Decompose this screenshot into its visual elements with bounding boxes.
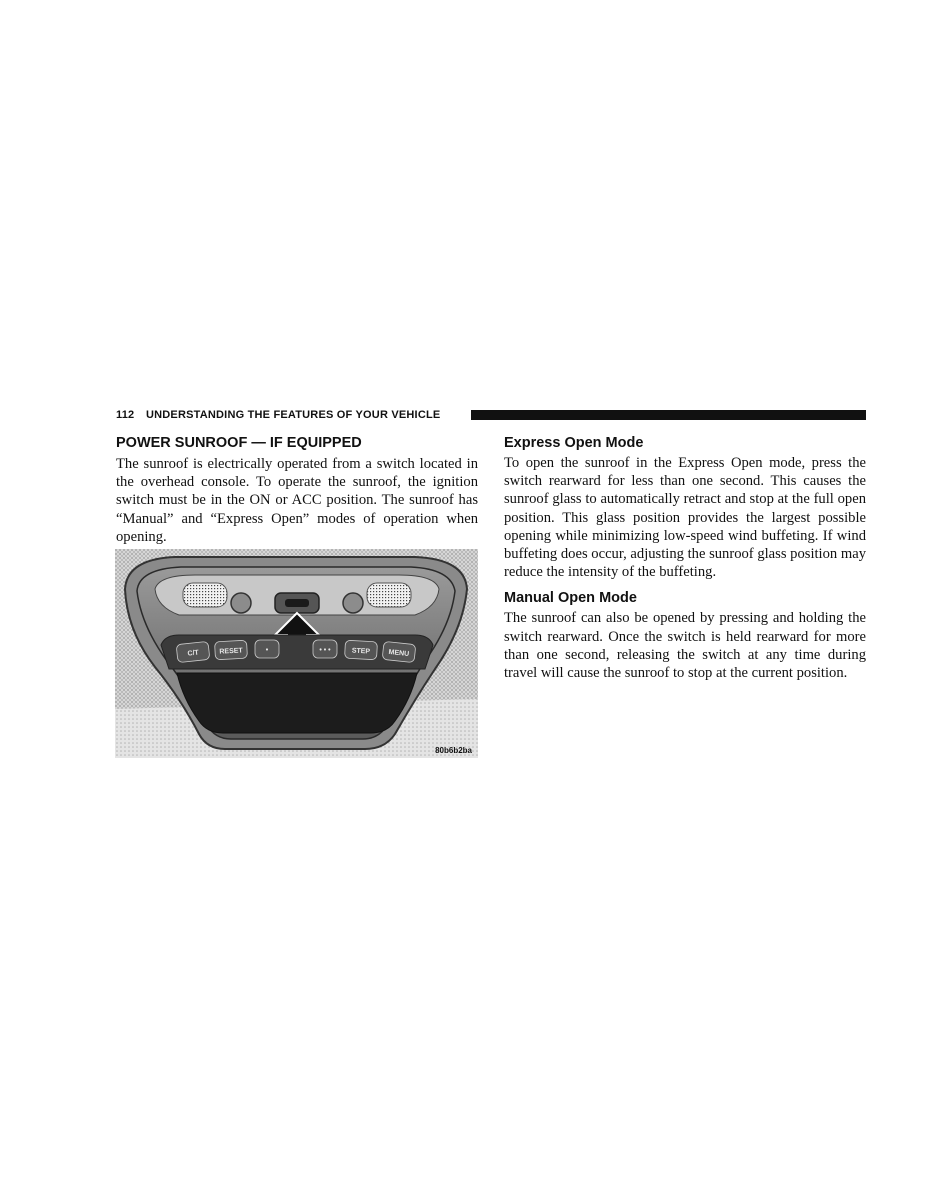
button-label-menu: MENU <box>388 648 410 659</box>
running-header <box>116 406 866 426</box>
section-heading-express-open: Express Open Mode <box>504 435 644 451</box>
header-rule <box>471 410 866 420</box>
overhead-console-figure <box>115 549 478 758</box>
left-column <box>116 434 478 546</box>
right-column <box>504 434 866 682</box>
section-heading-power-sunroof: POWER SUNROOF — IF EQUIPPED <box>116 435 362 451</box>
chapter-title: UNDERSTANDING THE FEATURES OF YOUR VEHICLE <box>146 409 441 421</box>
figure-code: 80b6b2ba <box>435 746 472 755</box>
manual-open-paragraph: The sunroof can also be opened by pressing and holding the switch rearward. Once the switch is held rearward for more than one second, releasing the switch at any time during travel will cause the sunroof to stop at the current position. <box>504 610 866 682</box>
express-open-paragraph: To open the sunroof in the Express Open mode, press the switch rearward for less than one second. This causes the sunroof glass to automatically retract and stop at the full open position. This glass position provides the largest possible opening while minimizing low-speed wind buffeting. If wind buffeting does occur, adjusting the sunroof glass position may reduce the intensity of the buffeting. <box>504 455 866 581</box>
button-label-reset: RESET <box>219 647 243 656</box>
section-heading-manual-open: Manual Open Mode <box>504 590 637 607</box>
page-number: 112 <box>116 409 135 421</box>
button-label-dots: • • • <box>319 647 331 654</box>
button-label-ct: C/T <box>187 649 200 658</box>
power-sunroof-paragraph: The sunroof is electrically operated from a switch located in the overhead console. To operate the sunroof, the ignition switch must be in the ON or ACC position. The sunroof has “Manual” and “Express Open” modes of operation when opening. <box>116 456 478 545</box>
overhead-console-illustration <box>115 549 478 758</box>
button-label-dot: • <box>265 647 269 654</box>
button-label-step: STEP <box>351 647 371 656</box>
